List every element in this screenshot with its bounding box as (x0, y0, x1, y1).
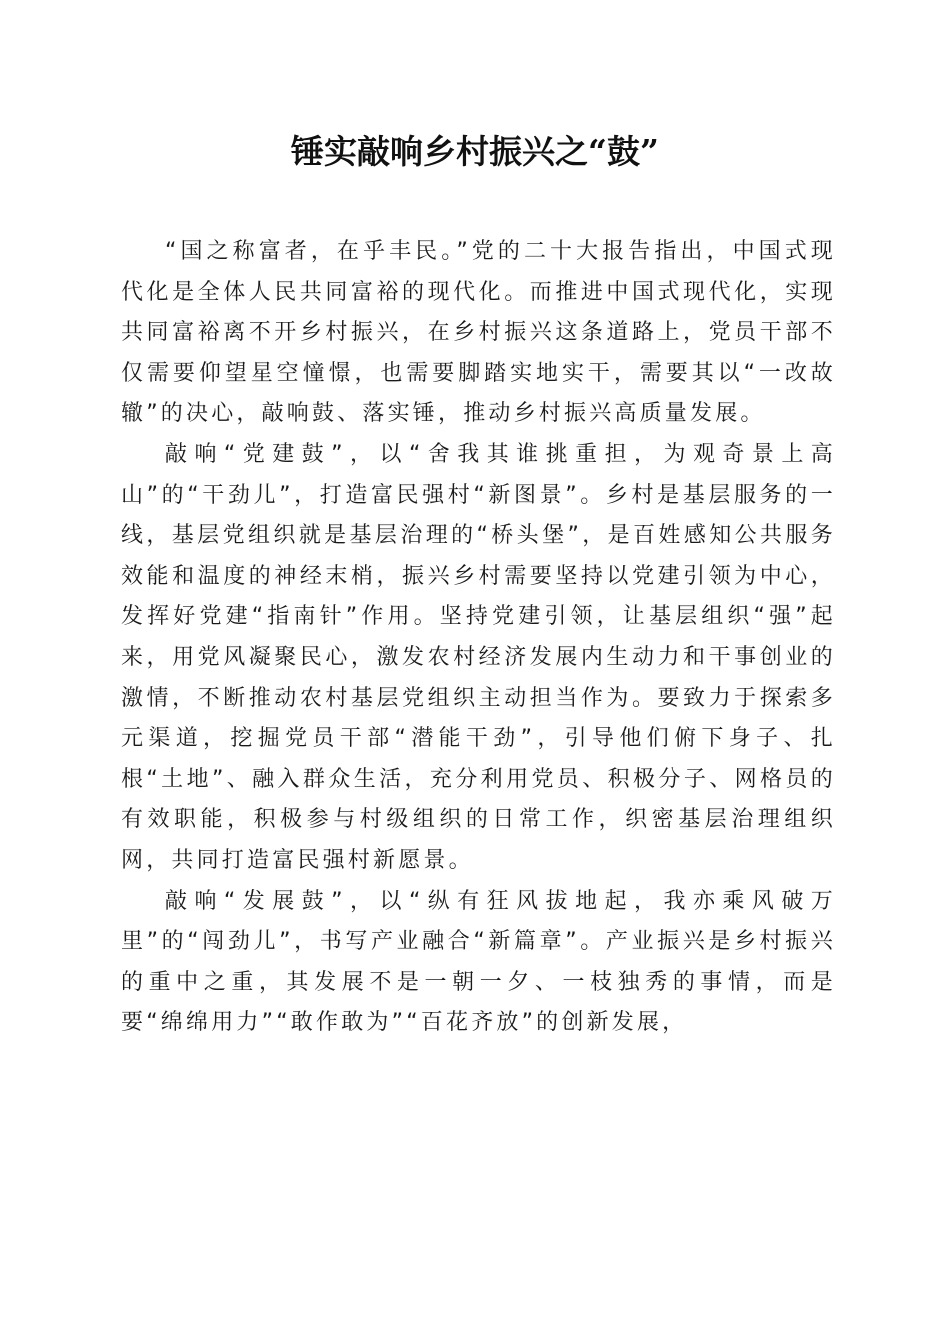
paragraph-development: 敲响“发展鼓”，以“纵有狂风拔地起，我亦乘风破万里”的“闯劲儿”，书写产业融合“新篇章”。产业振兴是乡村振兴的重中之重，其发展不是一朝一夕、一枝独秀的事情，而是要“绵绵用力”“敢作敢为”“百花齐放”的创新发展， (121, 888, 836, 1036)
paragraph-party-building: 敲响“党建鼓”，以“舍我其谁挑重担，为观奇景上高山”的“干劲儿”，打造富民强村“新图景”。乡村是基层服务的一线，基层党组织就是基层治理的“桥头堡”，是百姓感知公共服务效能和温度的神经末梢，振兴乡村需要坚持以党建引领为中心，发挥好党建“指南针”作用。坚持党建引领，让基层组织“强”起来，用党风凝聚民心，激发农村经济发展内生动力和干事创业的激情，不断推动农村基层党组织主动担当作为。要致力于探索多元渠道，挖掘党员干部“潜能干劲”，引导他们俯下身子、扎根“土地”、融入群众生活，充分利用党员、积极分子、网格员的有效职能，积极参与村级组织的日常工作，织密基层治理组织网，共同打造富民强村新愿景。 (121, 441, 836, 873)
document-title: 锤实敲响乡村振兴之“鼓” (291, 132, 659, 171)
document-body (121, 232, 836, 1044)
paragraph-intro: “国之称富者，在乎丰民。”党的二十大报告指出，中国式现代化是全体人民共同富裕的现代化。而推进中国式现代化，实现共同富裕离不开乡村振兴，在乡村振兴这条道路上，党员干部不仅需要仰望星空憧憬，也需要脚踏实地实干，需要其以“一改故辙”的决心，敲响鼓、落实锤，推动乡村振兴高质量发展。 (121, 239, 836, 427)
